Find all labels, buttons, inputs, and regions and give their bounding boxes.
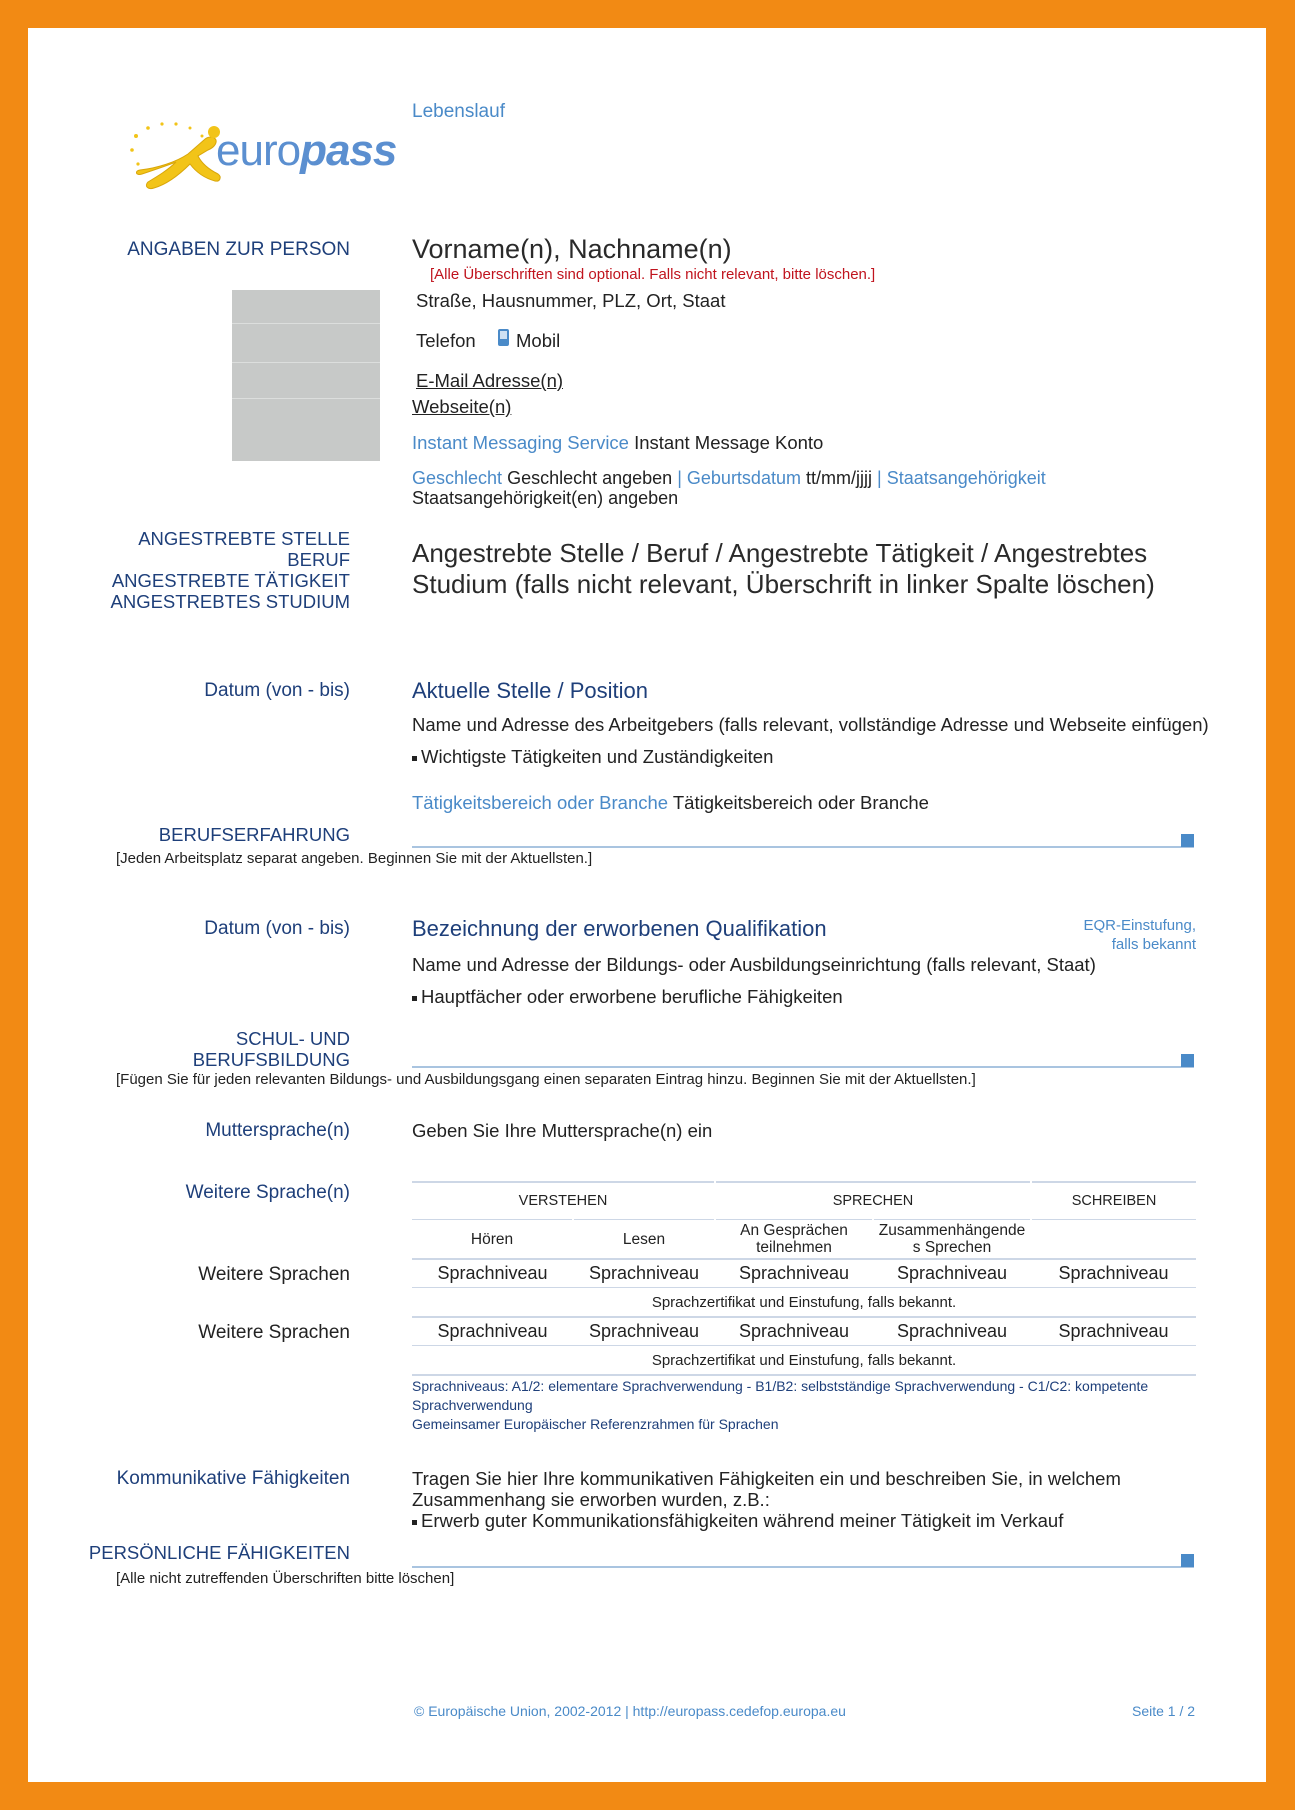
optional-note: [Alle Überschriften sind optional. Falls nicht relevant, bitte löschen.] — [430, 266, 876, 283]
level-cell: Sprachniveau — [1031, 1259, 1196, 1288]
birth-label: Geburtsdatum — [686, 468, 801, 488]
mobile-icon — [498, 329, 509, 346]
language-table — [412, 1181, 1196, 1376]
header-understanding: VERSTEHEN — [412, 1182, 715, 1220]
footnote-line-2: Sprachverwendung — [412, 1397, 533, 1413]
im-value: Instant Message Konto — [634, 432, 824, 453]
work-position: Aktuelle Stelle / Position — [412, 678, 649, 703]
personal-details-row — [412, 468, 1046, 489]
footer-copyright[interactable]: © Europäische Union, 2002-2012 | http://europass.cedefop.europa.eu — [414, 1703, 846, 1719]
edu-qualification: Bezeichnung der erworbenen Qualifikation — [412, 916, 827, 941]
certificate-cell: Sprachzertifikat und Einstufung, falls bekannt. — [412, 1288, 1196, 1318]
nationality-value: Staatsangehörigkeit(en) angeben — [412, 488, 679, 508]
gender-label: Geschlecht — [412, 468, 503, 488]
address: Straße, Hausnummer, PLZ, Ort, Staat — [416, 290, 726, 311]
target-text-1: Angestrebte Stelle / Beruf / Angestrebte Tätigkeit / Angestrebtes — [412, 538, 1148, 568]
edu-note: [Fügen Sie für jeden relevanten Bildungs- und Ausbildungsgang einen separaten Eintrag hinzu. Beginnen Sie mit der Aktuellsten.] — [116, 1071, 976, 1088]
header-speaking: SPRECHEN — [715, 1182, 1031, 1220]
certificate-cell: Sprachzertifikat und Einstufung, falls bekannt. — [412, 1346, 1196, 1376]
section-marker — [1181, 1054, 1194, 1067]
subheader-listening: Hören — [412, 1220, 573, 1260]
nationality-label: Staatsangehörigkeit — [886, 468, 1046, 488]
mobile-label: Mobil — [516, 330, 561, 351]
other-languages-label: Weitere Sprache(n) — [185, 1182, 350, 1203]
edu-institution: Name und Adresse der Bildungs- oder Ausbildungseinrichtung (falls relevant, Staat) — [412, 954, 1096, 975]
eqr-line-1: EQR-Einstufung, — [1083, 917, 1196, 934]
edu-date-label: Datum (von - bis) — [204, 918, 350, 939]
edu-subjects: Hauptfächer oder erworbene berufliche Fähigkeiten — [412, 986, 843, 1008]
comm-skills-label: Kommunikative Fähigkeiten — [116, 1468, 350, 1489]
level-cell: Sprachniveau — [715, 1317, 873, 1346]
subheader-interaction: An Gesprächen teilnehmen — [715, 1220, 873, 1260]
sector-label: Tätigkeitsbereich oder Branche — [412, 792, 669, 813]
doc-title: Lebenslauf — [412, 101, 505, 122]
skills-note: [Alle nicht zutreffenden Überschriften bitte löschen] — [116, 1570, 455, 1587]
target-label-2: BERUF — [287, 549, 350, 570]
language-row-label: Weitere Sprachen — [198, 1322, 350, 1343]
im-row — [412, 432, 823, 454]
section-label-edu-1: SCHUL- UND — [235, 1028, 350, 1049]
section-marker — [1181, 1554, 1194, 1567]
photo-placeholder — [232, 290, 380, 461]
header-writing: SCHREIBEN — [1031, 1182, 1196, 1220]
person-name: Vorname(n), Nachname(n) — [412, 234, 732, 264]
level-cell: Sprachniveau — [412, 1317, 573, 1346]
logo-text-pass: pass — [300, 126, 397, 175]
separator: | — [677, 468, 682, 488]
footnote-line-3: Gemeinsamer Europäischer Referenzrahmen für Sprachen — [412, 1416, 779, 1432]
subheader-empty — [1031, 1220, 1196, 1260]
footnote-line-1: Sprachniveaus: A1/2: elementare Sprachverwendung - B1/B2: selbstständige Sprachverwendung - C1/C2: kompetente — [412, 1378, 1149, 1394]
level-cell: Sprachniveau — [573, 1259, 715, 1288]
logo-text-euro: euro — [216, 126, 301, 175]
im-label: Instant Messaging Service — [412, 432, 629, 453]
work-tasks: Wichtigste Tätigkeiten und Zuständigkeiten — [412, 746, 773, 768]
level-cell: Sprachniveau — [573, 1317, 715, 1346]
language-footnote — [412, 1377, 1148, 1434]
email-link[interactable]: E-Mail Adresse(n) — [416, 370, 564, 391]
birth-value: tt/mm/jjjj — [805, 468, 872, 488]
target-label-3: ANGESTREBTE TÄTIGKEIT — [111, 570, 350, 591]
work-note: [Jeden Arbeitsplatz separat angeben. Beginnen Sie mit der Aktuellsten.] — [116, 850, 593, 867]
subheader-production: Zusammenhängende s Sprechen — [873, 1220, 1031, 1260]
level-cell: Sprachniveau — [715, 1259, 873, 1288]
subheader-reading: Lesen — [573, 1220, 715, 1260]
footer-page-number: Seite 1 / 2 — [1132, 1703, 1196, 1719]
phone-label: Telefon — [416, 330, 476, 351]
section-label-work: BERUFSERFAHRUNG — [158, 824, 350, 845]
level-cell: Sprachniveau — [1031, 1317, 1196, 1346]
level-cell: Sprachniveau — [412, 1259, 573, 1288]
eqr-note — [1083, 916, 1196, 954]
language-row — [412, 1317, 1196, 1346]
separator: | — [877, 468, 882, 488]
eqr-line-2: falls bekannt — [1111, 936, 1196, 953]
section-divider — [412, 1566, 1194, 1568]
section-label-edu-2: BERUFSBILDUNG — [192, 1049, 350, 1070]
comm-skills-line-1: Tragen Sie hier Ihre kommunikativen Fähigkeiten ein und beschreiben Sie, in welchem — [412, 1468, 1121, 1489]
comm-skills-line-2: Zusammenhang sie erworben wurden, z.B.: — [412, 1489, 770, 1510]
cv-page — [28, 28, 1266, 1782]
work-employer: Name und Adresse des Arbeitgebers (falls relevant, vollständige Adresse und Webseite einfügen) — [412, 714, 1209, 735]
website-link[interactable]: Webseite(n) — [412, 396, 512, 417]
mother-tongue-value: Geben Sie Ihre Muttersprache(n) ein — [412, 1120, 713, 1141]
section-label-skills: PERSÖNLICHE FÄHIGKEITEN — [88, 1542, 350, 1563]
language-row-label: Weitere Sprachen — [198, 1264, 350, 1285]
target-label-1: ANGESTREBTE STELLE — [138, 528, 350, 549]
section-label-personal: ANGABEN ZUR PERSON — [127, 239, 350, 260]
target-text-2: Studium (falls nicht relevant, Überschrift in linker Spalte löschen) — [412, 569, 1155, 599]
section-divider — [412, 846, 1194, 848]
comm-skills-bullet: Erwerb guter Kommunikationsfähigkeiten während meiner Tätigkeit im Verkauf — [412, 1510, 1063, 1532]
level-cell: Sprachniveau — [873, 1259, 1031, 1288]
level-cell: Sprachniveau — [873, 1317, 1031, 1346]
section-divider — [412, 1066, 1194, 1068]
target-label-4: ANGESTREBTES STUDIUM — [110, 591, 350, 612]
work-sector-row — [412, 792, 929, 814]
section-marker — [1181, 834, 1194, 847]
gender-value: Geschlecht angeben — [507, 468, 673, 488]
sector-value: Tätigkeitsbereich oder Branche — [672, 792, 929, 813]
work-date-label: Datum (von - bis) — [204, 680, 350, 701]
language-row — [412, 1259, 1196, 1288]
europass-logo — [118, 98, 418, 208]
mother-tongue-label: Muttersprache(n) — [205, 1120, 350, 1141]
